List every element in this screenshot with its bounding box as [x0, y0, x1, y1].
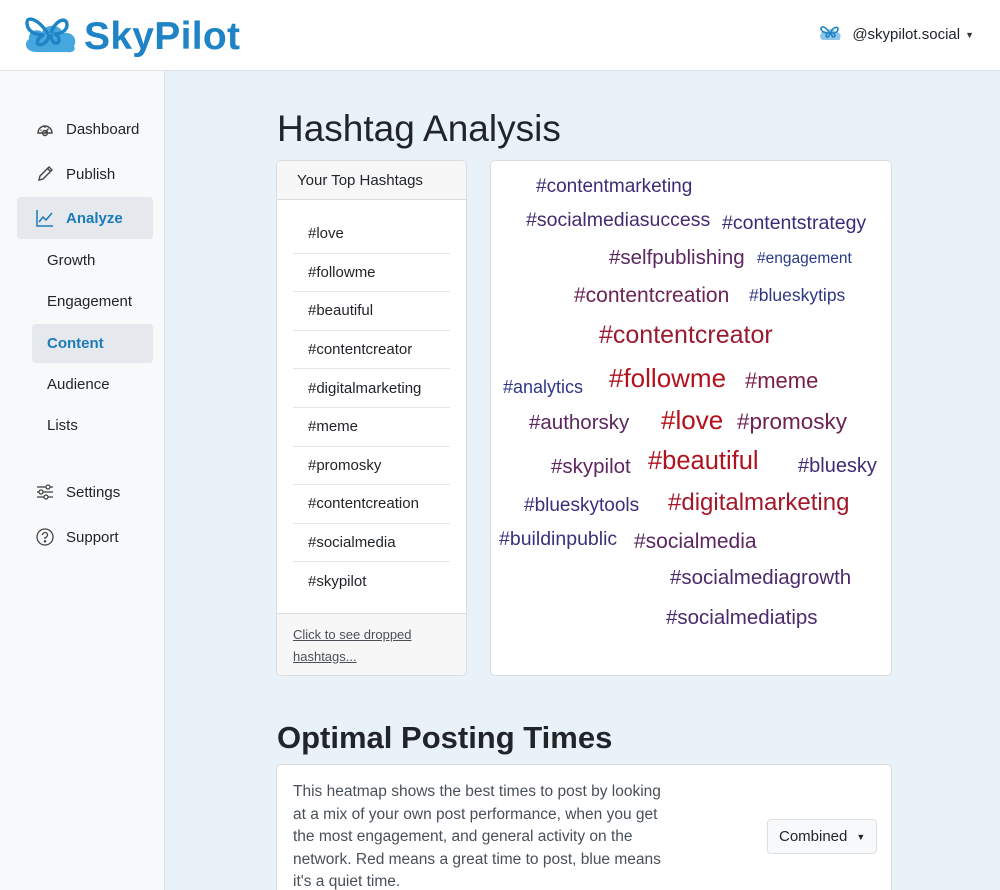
sidebar-item-label: Settings: [66, 483, 121, 501]
sliders-icon: [35, 482, 55, 502]
sidebar-subitem-content[interactable]: [32, 324, 153, 363]
page-title: Hashtag Analysis: [277, 108, 561, 149]
dropped-hashtags-link[interactable]: Click to see dropped hashtags...: [293, 627, 412, 664]
sidebar-item-publish[interactable]: [17, 153, 153, 195]
cloud-tag: #socialmedia: [634, 530, 757, 553]
cloud-tag: #contentmarketing: [536, 176, 693, 197]
cloud-tag: #socialmediasuccess: [526, 209, 711, 231]
sidebar-item-settings[interactable]: [17, 471, 153, 513]
cloud-tag: #bluesky: [798, 455, 877, 477]
top-hashtags-footer: [277, 613, 466, 675]
cloud-tag: #contentcreator: [599, 321, 773, 349]
top-navbar: [0, 0, 1000, 71]
hashtag-item: #socialmedia: [293, 524, 450, 563]
cloud-tag: #meme: [745, 368, 819, 393]
cloud-tag: #skypilot: [551, 455, 631, 478]
top-hashtags-header: Your Top Hashtags: [277, 161, 466, 200]
caret-down-icon: ▼: [965, 29, 974, 40]
brand-logo[interactable]: [22, 12, 240, 61]
cloud-tag: #blueskytips: [749, 285, 846, 305]
hashtag-item: #contentcreation: [293, 485, 450, 524]
sidebar-item-dashboard[interactable]: [17, 108, 153, 150]
sidebar-subitem-label: Audience: [47, 376, 110, 393]
hashtag-word-cloud: [490, 160, 892, 676]
hashtag-item: #skypilot: [308, 573, 367, 591]
sidebar-subitem-lists[interactable]: [32, 406, 153, 445]
cloud-tag: #analytics: [503, 377, 584, 397]
account-handle: @skypilot.social: [852, 26, 961, 43]
hashtag-item: #love: [293, 215, 450, 254]
hashtag-item: #promosky: [293, 447, 450, 486]
cloud-tag: #socialmediagrowth: [670, 566, 852, 589]
question-circle-icon: [35, 527, 55, 547]
sidebar: [0, 71, 165, 890]
cloud-tag: #promosky: [737, 409, 848, 434]
cloud-tag: #socialmediatips: [666, 606, 818, 629]
hashtag-item: #followme: [293, 254, 450, 293]
cloud-tag: #love: [661, 405, 724, 435]
sidebar-subitem-label: Content: [47, 335, 104, 352]
cloud-tag: #selfpublishing: [609, 246, 745, 269]
cloud-tag: #engagement: [757, 250, 852, 267]
cloud-tag: #digitalmarketing: [668, 489, 850, 516]
sidebar-subitem-label: Growth: [47, 252, 96, 269]
hashtag-item: #digitalmarketing: [293, 369, 450, 408]
sidebar-item-analyze[interactable]: [17, 197, 153, 239]
sidebar-subitem-audience[interactable]: [32, 365, 153, 404]
heatmap-mode-dropdown[interactable]: [767, 819, 877, 854]
sidebar-subitem-label: Lists: [47, 417, 78, 434]
cloud-tag: #blueskytools: [524, 495, 640, 516]
avatar: [819, 24, 842, 45]
dashboard-icon: [35, 119, 55, 139]
cloud-tag: #contentcreation: [574, 284, 730, 307]
posting-times-card: [276, 764, 892, 890]
caret-down-icon: ▼: [856, 831, 866, 842]
sidebar-subitem-growth[interactable]: [32, 241, 153, 280]
cloud-tag: #buildinpublic: [499, 528, 618, 550]
sidebar-item-label: Analyze: [66, 209, 123, 227]
top-hashtags-list: [293, 215, 450, 601]
heatmap-description: This heatmap shows the best times to post by looking at a mix of your own post performance, when you get the most engagement, and general activity on the network. Red means a great time to post, blue means it's a quiet time.: [293, 783, 661, 890]
sidebar-subitem-label: Engagement: [47, 293, 133, 310]
sidebar-item-support[interactable]: [17, 516, 153, 558]
cloud-tag: #beautiful: [648, 447, 759, 475]
cloud-tag: #contentstrategy: [722, 212, 867, 234]
chart-line-icon: [35, 208, 55, 228]
sidebar-item-label: Publish: [66, 165, 116, 183]
sidebar-item-label: Dashboard: [66, 120, 140, 138]
posting-times-title: Optimal Posting Times: [277, 720, 613, 755]
dropdown-value: Combined: [779, 828, 848, 845]
top-hashtags-card: [276, 160, 467, 676]
brand-name: SkyPilot: [84, 14, 241, 58]
butterfly-cloud-icon: [22, 12, 80, 61]
pencil-icon: [35, 164, 55, 184]
hashtag-item: #beautiful: [293, 292, 450, 331]
cloud-tag: #followme: [609, 363, 727, 393]
sidebar-item-label: Support: [66, 528, 119, 546]
cloud-tag: #authorsky: [529, 411, 630, 434]
account-menu[interactable]: [819, 24, 974, 45]
hashtag-item: #meme: [293, 408, 450, 447]
hashtag-item: #contentcreator: [293, 331, 450, 370]
sidebar-subitem-engagement[interactable]: [32, 282, 153, 321]
